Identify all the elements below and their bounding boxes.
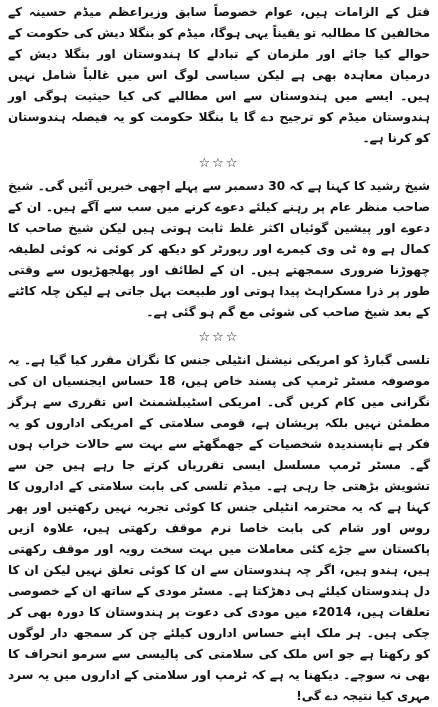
article-paragraph: تلسی گبارڈ کو امریکی نیشنل انٹیلی جنس کا نگران مقرر کیا گیا ہے۔ یہ موصوفہ مسٹر ٹرمپ کی پسند خاص ہیں، 18 حساس ایجنسیاں ان کی نگرانی میں کام کریں گی۔ امریکی اسٹیبلشمنٹ اس تقرری سے ہرگز مطمئن نہیں بلکہ پریشان ہے، قومی سلامتی کے امریکی اداروں کو یہ فکر ہے ناپسندیدہ شخصیات کے جھمگھٹے سے بہت سے حالات خراب ہوں گے۔ مسٹر ٹرمپ مسلسل ایسی تقرریاں کرتے جا رہے ہیں جن سے تشویش بڑھتی جا رہی ہے۔ میڈم تلسی کی بابت سلامتی کے اداروں کا کہنا ہے کہ یہ محترمہ انٹیلی جنس کا کوئی تجربہ نہیں رکھتیں اور پھر روس اور شام کی بابت خاصا نرم موقف رکھتی ہیں، علاوہ ازیں پاکستان سے جڑے کئی معاملات میں بہت سخت رویہ اور موقف رکھتی ہیں، ہندو ہیں، اگر چہ ہندوستان سے ان کا کوئی تعلق نہیں لیکن ان کا دل ہندوستان کیلئے ہی دھڑکتا ہے۔ مسٹر مودی کے ساتھ ان کے خصوصی تعلقات ہیں، 2014ء میں مودی کی دعوت پر ہندوستان کا دورہ بھی کر چکی ہیں۔ ہر ملک اپنے حساس اداروں کیلئے چن کر سمجھ دار لوگوں کو رکھتا ہے جو اس ملک کی سلامتی کی پالیسی سے سرمو انحراف کا بھی نہ سوچے۔ دیکھنا یہ ہے کہ ٹرمپ اور سلامتی کے اداروں میں یہ سرد مہری کیا نتیجہ دے گی! xyxy=(8,353,431,703)
section-divider-stars: ☆☆☆ xyxy=(198,330,240,345)
article-paragraph: قتل کے الزامات ہیں، عوام خصوصاً سابق وزیراعظم میڈم حسینہ کے مخالفین کا مطالبہ تو یقیناً یہی ہوگا، میڈم کو بنگلا دیش کی حکومت کے حوالے کیا جائے اور ملزمان کے تبادلے کا ہندوستان اور بنگلا دیش کے درمیان معاہدہ بھی ہے لیکن سیاسی لوگ اس میں غالباً شامل نہیں ہیں۔ ایسے میں ہندوستان سے اس مطالبے کی کیا حیثیت ہوگی اور ہندوستان میڈم کو ترجیح دے گا یا بنگلا حکومت کو یہ فیصلہ ہندوستان کو کرنا ہے۔ xyxy=(8,5,430,145)
article-paragraph: شیخ رشید کا کہنا ہے کہ 30 دسمبر سے پہلے اچھی خبریں آئیں گی۔ شیخ صاحب منظر عام پر رہنے کیلئے دعوے کرنے میں سب سے آگے ہیں۔ ان کے دعوے اور پیشین گوئیاں اکثر غلط ثابت ہوتی ہیں لیکن شیخ صاحب کا کمال ہے وہ ٹی وی کیمرے اور رپورٹر کو دیکھ کر کوئی نہ کوئی لطیفہ چھوڑنا ضروری سمجھتے ہیں۔ ان کے لطائف اور پھلجھڑیوں سے وقتی طور پر ذرا مسکراہٹ پیدا ہوتی اور طبیعت بہل جاتی ہے لیکن چلہ کاٹنے کے بعد شیخ صاحب کی شوئی مع گم ہو گئی ہے۔ xyxy=(8,179,430,319)
section-divider-stars: ☆☆☆ xyxy=(198,156,240,171)
